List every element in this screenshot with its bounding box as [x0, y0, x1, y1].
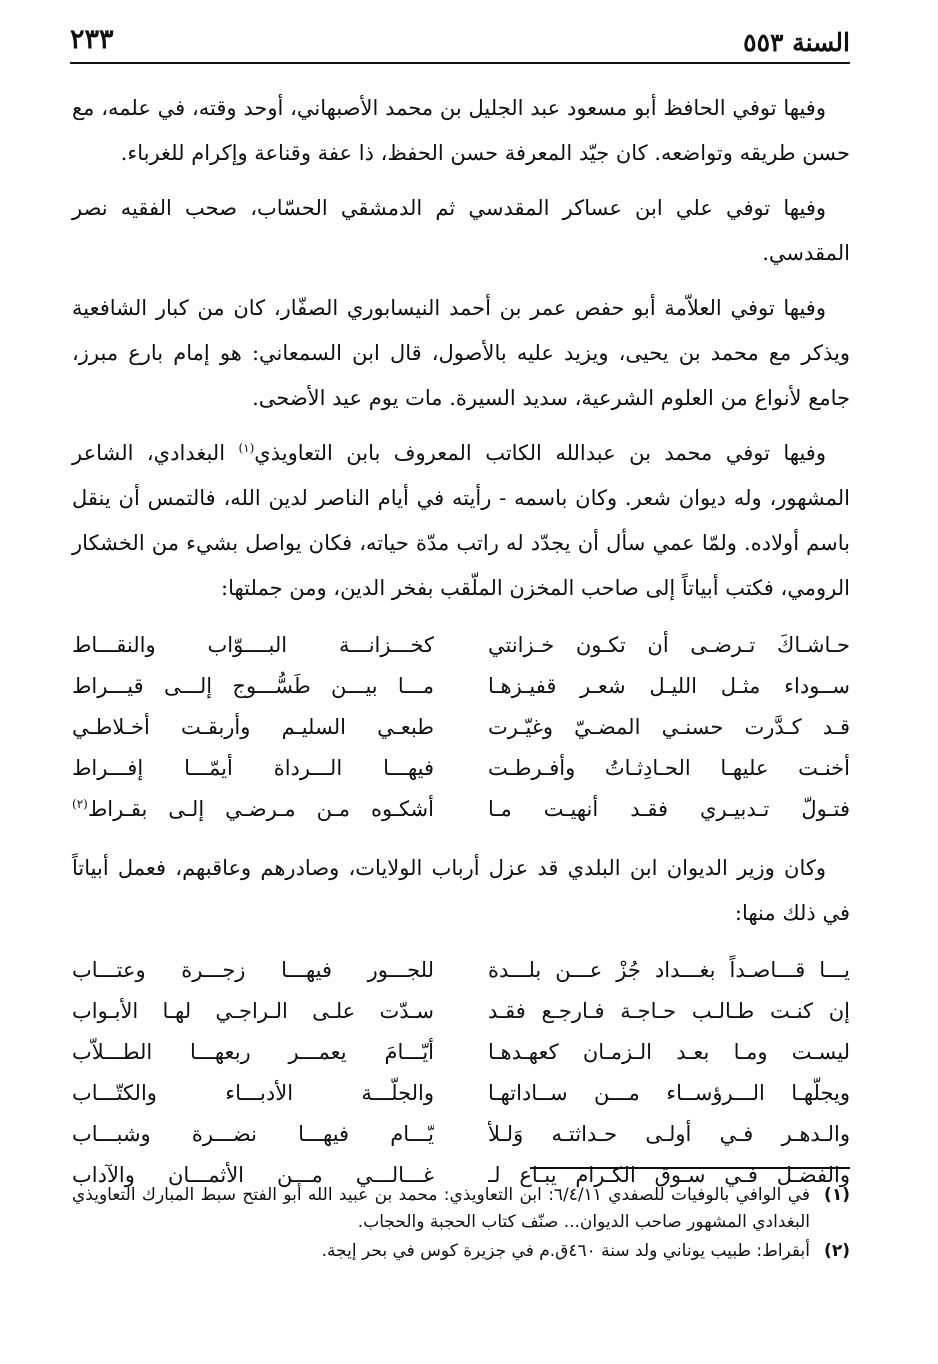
verse-second-hemistich: أيّـــامَ يعمـــر ربعهـــا الطـــلاّب [72, 1040, 434, 1064]
verse-second-hemistich: مـــا بيـــن طَسُّـــوج إلـــى قيـــراط [72, 674, 434, 698]
verse-second-hemistich: سـدّت علـى الـراجـي لهـا الأبـواب [72, 999, 434, 1023]
footnote-text: أبقراط: طبيب يوناني ولد سنة ٤٦٠ق.م في جزيرة كوس في بحر إيجة. [321, 1241, 810, 1261]
verse-first-hemistich: حـاشـاكَ تـرضـى أن تكـون خـزانتي [488, 633, 850, 657]
page-number: ٢٣٣ [70, 24, 114, 55]
main-text [72, 86, 850, 1212]
footnote-ref-2: (٢) [72, 797, 88, 811]
verse-second-hemistich: كخـــزانـــة البــــوّاب والنقـــاط [72, 633, 434, 657]
verse-second-hemistich: للجـــور فيهـــا زجـــرة وعتـــاب [72, 958, 434, 982]
verse [72, 991, 850, 1032]
verse-second-hemistich: يّـــام فيهـــا نضـــرة وشبـــاب [72, 1122, 434, 1146]
verse-first-hemistich: ويجلّهـا الـــرؤســاء مـــن ســاداتهـا [488, 1081, 850, 1105]
footnote-number: (١) [824, 1185, 850, 1205]
paragraph-4-end: البغدادي، الشاعر المشهور، وله ديوان شعر. وكان باسمه - رأيته في أيام الناصر لدين الله، فالتمس أن ينقل باسم أولاده. ولمّا عمي سأل أن يجدّد له راتب مدّة حياته، فكان يواصل بشيء من الخشكار الرومي، فكتب أبياتاً إلى صاحب المخزن الملّقب بفخر الدين، ومن جملتها: [72, 441, 850, 600]
verse-first-hemistich: قـد كـدَّرت حسنـي المضـيّ وغيّـرت [488, 715, 850, 739]
verse-first-hemistich: إن كنـت طـالـب حـاجـة فـارجـع فقـد [488, 999, 850, 1023]
verse-first-hemistich: والـدهـر فـي أولـى حـداثتـه وَلـلأ [488, 1122, 850, 1146]
verse [72, 666, 850, 707]
verse [72, 950, 850, 991]
verse-first-hemistich: أخنـت عليهـا الحـادِثـاتُ وأفـرطـت [488, 756, 850, 780]
verse-second-hemistich: طبعـي السليـم وأربقـت أخـلاطـي [72, 715, 434, 739]
verse-second-hemistich-text: أشكـوه مـن مـرضـي إلـى بقـراط [87, 797, 434, 821]
verse-second-hemistich: فيهـــا الـــرداة أيمّـــا إفـــراط [72, 756, 434, 780]
verse [72, 1073, 850, 1114]
footnote-1 [72, 1182, 850, 1236]
verse-first-hemistich: ســوداء مثـل الليـل شعـر قفيـزهـا [488, 674, 850, 698]
verse-second-hemistich [72, 789, 434, 830]
poem-1 [72, 625, 850, 830]
footnote-separator [530, 1167, 850, 1169]
verse-first-hemistich: والفضـل فـي سـوق الكـرام يبـاع لـ [488, 1163, 850, 1187]
poem-2 [72, 950, 850, 1196]
footnote-number: (٢) [824, 1241, 850, 1261]
paragraph-4-start: وفيها توفي محمد بن عبدالله الكاتب المعروف بابن التعاويذي [254, 441, 826, 465]
paragraph-4 [72, 431, 850, 611]
verse [72, 748, 850, 789]
verse-first-hemistich: يـــا قـــاصـداً بغـــداد جُزْ عـــن بلـــدة [488, 958, 850, 982]
verse-first-hemistich: فتـولّ تـدبيـري فقـد أنهيـت مـا [488, 797, 850, 821]
footnote-2 [72, 1238, 850, 1265]
verse-second-hemistich: غـــالـــي مـــن الأثمـــان والآداب [72, 1163, 434, 1187]
verse [72, 789, 850, 830]
running-header [70, 24, 850, 64]
section-title: السنة ٥٥٣ [743, 28, 850, 57]
verse [72, 1114, 850, 1155]
footnote-ref-1: (١) [238, 441, 255, 455]
verse-second-hemistich: والجلّـــة الأدبـــاء والكتّـــاب [72, 1081, 434, 1105]
paragraph-5: وكان وزير الديوان ابن البلدي قد عزل أرباب الولايات، وصادرهم وعاقبهم، فعمل أبياتاً في ذلك منها: [72, 856, 850, 925]
verse [72, 1032, 850, 1073]
verse [72, 707, 850, 748]
paragraph-3: وفيها توفي العلاّمة أبو حفص عمر بن أحمد النيسابوري الصفّار، كان من كبار الشافعية ويذكر مع محمد بن يحيى، ويزيد عليه بالأصول، قال ابن السمعاني: هو إمام بارع مبرز، جامع لأنواع من العلوم الشرعية، سديد السيرة. مات يوم عيد الأضحى. [72, 296, 850, 410]
paragraph-1: وفيها توفي الحافظ أبو مسعود عبد الجليل بن محمد الأصبهاني، أوحد وقته، في علمه، مع حسن طريقه وتواضعه. كان جيّد المعرفة حسن الحفظ، ذا عفة وقناعة وإكرام للغرباء. [72, 96, 850, 165]
footnote-text: في الوافي بالوفيات للصفدي ٦/٤/١١: ابن التعاويذي: محمد بن عبيد الله أبو الفتح سبط المبارك التعاويذي البغدادي المشهور صاحب الديوان... صنّف كتاب الحجبة والحجاب. [72, 1185, 810, 1232]
verse-first-hemistich: ليسـت ومـا بعـد الـزمـان كعهـدهـا [488, 1040, 850, 1064]
paragraph-2: وفيها توفي علي ابن عساكر المقدسي ثم الدمشقي الحسّاب، صحب الفقيه نصر المقدسي. [72, 196, 850, 265]
verse [72, 625, 850, 666]
footnotes [72, 1182, 850, 1267]
